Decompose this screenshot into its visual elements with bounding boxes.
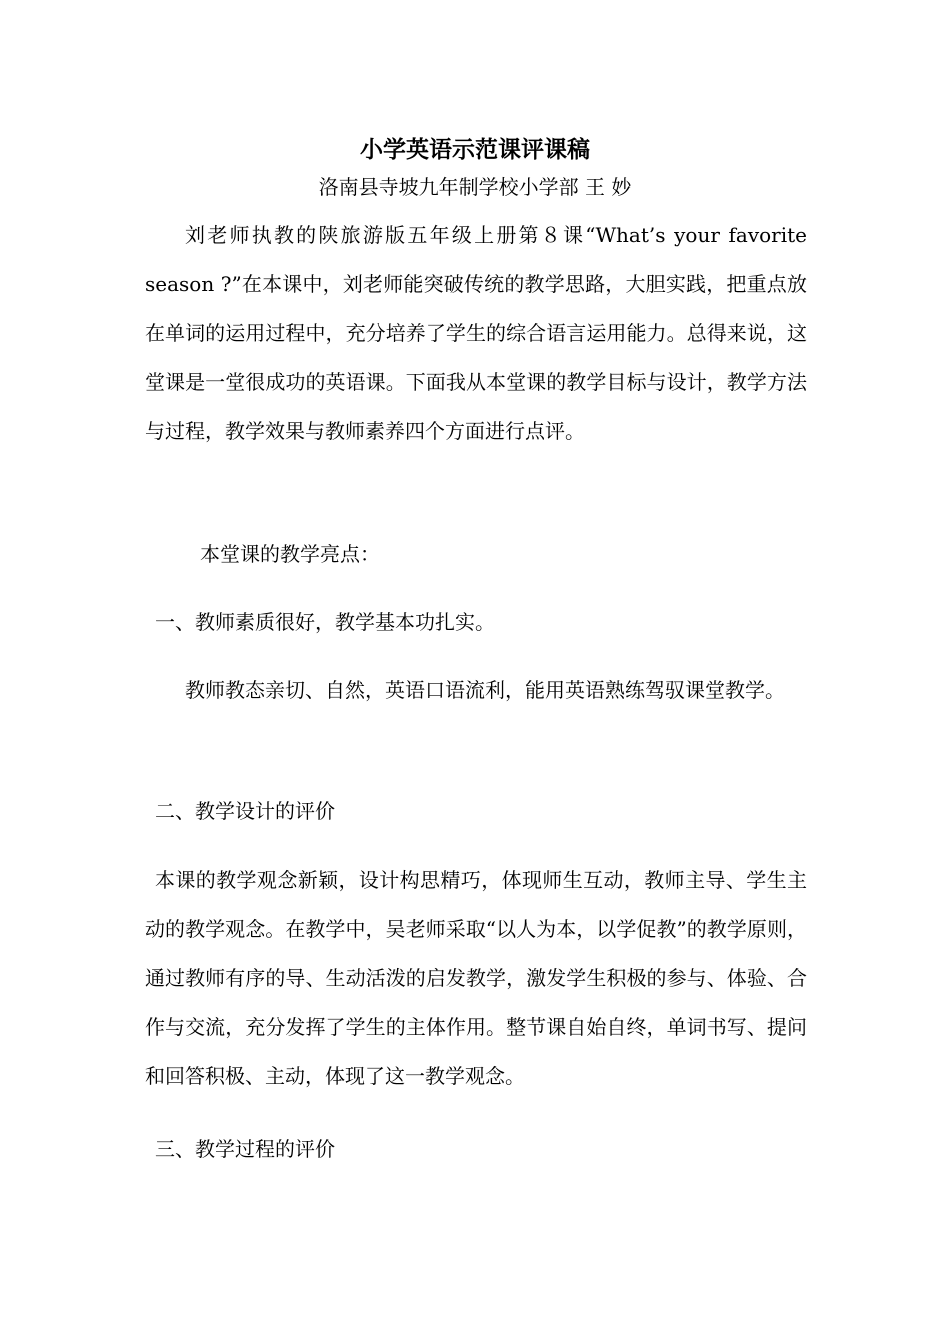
intro-paragraph: 刘老师执教的陕旅游版五年级上册第８课“What’s your favorite season ?”在本课中，刘老师能突破传统的教学思路，大胆实践，把重点放在单词的运用过程中，充分培养了学生的综合语言运用能力。总得来说，这堂课是一堂很成功的英语课。下面我从本堂课的教学目标与设计，教学方法与过程，教学效果与教师素养四个方面进行点评。 (145, 223, 807, 443)
section1-heading: 一、教师素质很好，教学基本功扎实。 (155, 610, 495, 634)
document-title: 小学英语示范课评课稿 (360, 136, 590, 163)
section3-heading: 三、教学过程的评价 (155, 1137, 335, 1161)
author-line: 洛南县寺坡九年制学校小学部 王 妙 (318, 175, 632, 199)
section1-body: 教师教态亲切、自然，英语口语流利，能用英语熟练驾驭课堂教学。 (185, 678, 785, 702)
highlights-label: 本堂课的教学亮点： (200, 542, 380, 566)
section2-body: 本课的教学观念新颖，设计构思精巧，体现师生互动，教师主导、学生主动的教学观念。在教学中，吴老师采取“以人为本，以学促教”的教学原则，通过教师有序的导、生动活泼的启发教学，激发学生积极的参与、体验、合作与交流，充分发挥了学生的主体作用。整节课自始自终，单词书写、提问和回答积极、主动，体现了这一教学观念。 (145, 868, 807, 1088)
section2-heading: 二、教学设计的评价 (155, 799, 335, 823)
